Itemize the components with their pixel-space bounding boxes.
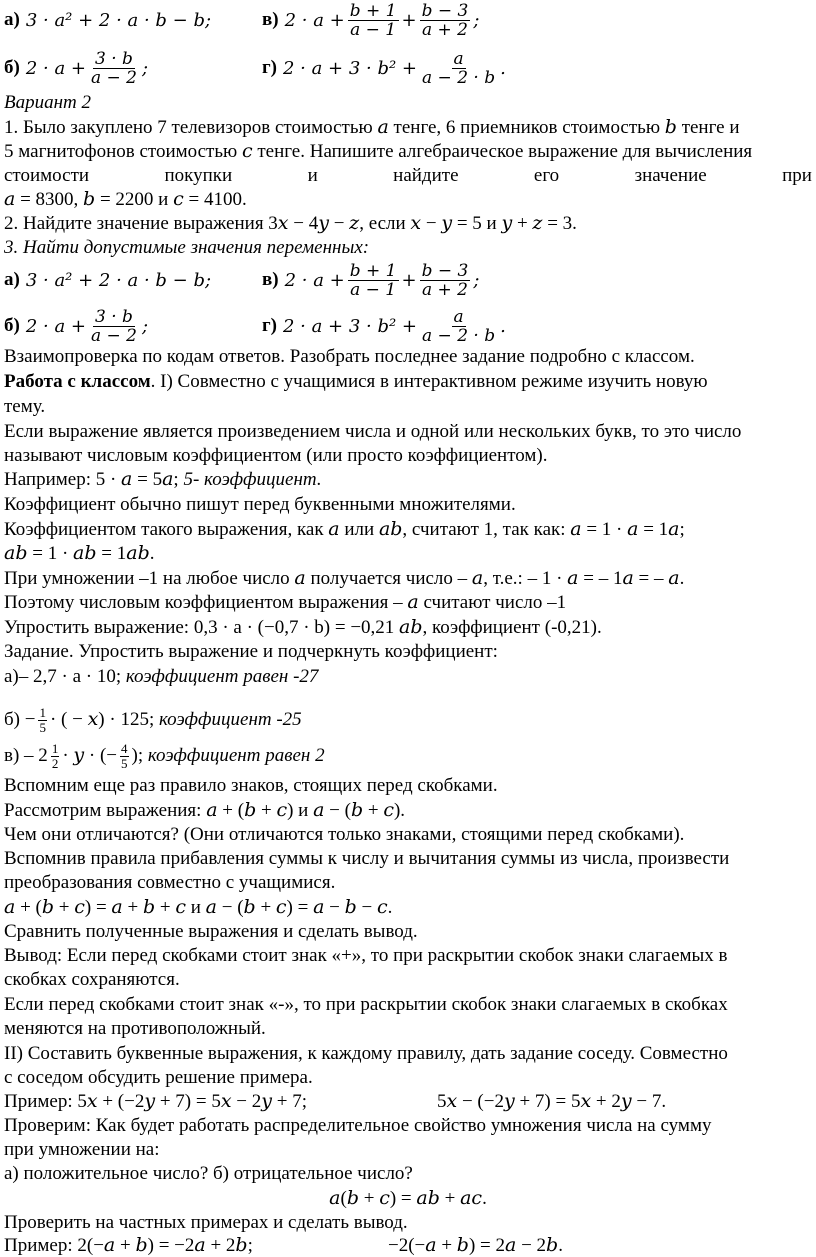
recall2-line1: Вспомнив правила прибавления суммы к числу и вычитания суммы из числа, произвести xyxy=(4,848,730,869)
coef-one-line1: Коэффициентом такого выражения, как 𝑎 или 𝑎𝑏, считают 1, так как: 𝑎 = 1 · 𝑎 = 1𝑎; xyxy=(4,519,685,540)
minus-line2: меняются на противоположный. xyxy=(4,1018,266,1039)
fraction: $\frac{b + 1}{a - 1}$ xyxy=(349,260,397,300)
task3: 3. Найти допустимые значения переменных: xyxy=(4,237,370,258)
exercise-a-2: а) 3 · a² + 2 · a · b − b; xyxy=(4,269,212,291)
work-line2: тему. xyxy=(4,396,46,417)
exercise-block-second xyxy=(4,260,816,348)
fraction: $\frac{a}{a - 2 \cdot b}$ xyxy=(422,48,496,88)
task1-line2: 5 магнитофонов стоимостью 𝑐 тенге. Напишите алгебраическое выражение для вычисления xyxy=(4,141,753,162)
fraction: $\frac{b - 3}{a + 2}$ xyxy=(421,260,469,300)
exercise-v-2: в) 2 · a + $\frac{b + 1}{a - 1}$ + $\frac{b - 3}{a + 2}$ ; xyxy=(262,260,480,300)
task-a: а)– 2,7 · a · 10; коэффициент равен -27 xyxy=(4,666,319,687)
task1-line1: 1. Было закуплено 7 телевизоров стоимостью 𝑎 тенге, 6 приемников стоимостью 𝑏 тенге и xyxy=(4,117,740,138)
differ-line: Чем они отличаются? (Они отличаются только знаками, стоящими перед скобками). xyxy=(4,824,685,845)
exercise-v: в) 2 · a + $\frac{b + 1}{a - 1}$ + $\frac{b - 3}{a + 2}$ ; xyxy=(262,0,480,40)
coef-one-line2: 𝑎𝑏 = 1 · 𝑎𝑏 = 1𝑎𝑏. xyxy=(4,543,155,564)
fraction: $\frac{1}{5}$ xyxy=(39,704,46,735)
example2-line: Пример: 2(−𝑎 + 𝑏) = −2𝑎 + 2𝑏; −2(−𝑎 + 𝑏) = 2𝑎 − 2𝑏. xyxy=(4,1235,563,1256)
definition-line1: Если выражение является произведением числа и одной или нескольких букв, то это число xyxy=(4,421,742,442)
example1-line: Пример: 5𝑥 + (−2𝑦 + 7) = 5𝑥 − 2𝑦 + 7; 5𝑥 − (−2𝑦 + 7) = 5𝑥 + 2𝑦 − 7. xyxy=(4,1091,667,1112)
peer-check: Взаимопроверка по кодам ответов. Разобрать последнее задание подробно с классом. xyxy=(4,346,695,367)
variant-title: Вариант 2 xyxy=(4,92,92,113)
fraction: $\frac{a}{a - 2 \cdot b}$ xyxy=(422,306,496,346)
consider-line: Рассмотрим выражения: 𝑎 + (𝑏 + 𝑐) и 𝑎 − (𝑏 + 𝑐). xyxy=(4,800,406,821)
check2-line1: Проверим: Как будет работать распределительное свойство умножения числа на сумму xyxy=(4,1115,712,1136)
exercise-b-2: б) 2 · a + $\frac{3 \cdot b}{a - 2}$ ; xyxy=(4,306,149,346)
task-line: Задание. Упростить выражение и подчеркнуть коэффициент: xyxy=(4,641,498,662)
fraction: $\frac{4}{5}$ xyxy=(121,740,128,771)
recall-line: Вспомним еще раз правило знаков, стоящих перед скобками. xyxy=(4,775,498,796)
coef-usual: Коэффициент обычно пишут перед буквенными множителями. xyxy=(4,494,516,515)
simplify-line: Упростить выражение: 0,3 · a · (−0,7 · b) = −0,21 𝑎𝑏, коэффициент (-0,21). xyxy=(4,617,602,638)
fraction: $\frac{b - 3}{a + 2}$ xyxy=(421,0,469,40)
compare-line: Сравнить полученные выражения и сделать вывод. xyxy=(4,921,418,942)
task-b: б) − $\frac{1}{5}$ · ( − 𝑥) · 125; коэффициент -25 xyxy=(4,704,302,735)
definition-line2: называют числовым коэффициентом (или просто коэффициентом). xyxy=(4,445,548,466)
task1-line3: стоимости покупки и найдите его значение при xyxy=(4,165,812,186)
ii-line1: II) Составить буквенные выражения, к каждому правилу, дать задание соседу. Совместно xyxy=(4,1043,728,1064)
task2: 2. Найдите значение выражения 3𝑥 − 4𝑦 − 𝑧, если 𝑥 − 𝑦 = 5 и 𝑦 + 𝑧 = 3. xyxy=(4,213,577,234)
conclusion-line1: Вывод: Если перед скобками стоит знак «+», то при раскрытии скобок знаки слагаемых в xyxy=(4,945,728,966)
task1-line4: 𝑎 = 8300, 𝑏 = 2200 и 𝑐 = 4100. xyxy=(4,189,247,210)
verify-line: Проверить на частных примерах и сделать вывод. xyxy=(4,1212,408,1233)
fraction: $\frac{1}{2}$ xyxy=(51,740,59,771)
exercise-b: б) 2 · a + $\frac{3 \cdot b}{a - 2}$ ; xyxy=(4,48,149,88)
recall2-line2: преобразования совместно с учащимися. xyxy=(4,872,336,893)
check2-line2: при умножении на: xyxy=(4,1139,160,1160)
so-neg-line: Поэтому числовым коэффициентом выражения – 𝑎 считают число –1 xyxy=(4,592,567,613)
exercise-g-2: г) 2 · a + 3 · b² + $\frac{a}{a - 2 \cdot b}$ . xyxy=(262,306,506,346)
example-line: Например: 5 · 𝑎 = 5𝑎; 5- коэффициент. xyxy=(4,469,322,490)
exercise-g: г) 2 · a + 3 · b² + $\frac{a}{a - 2 \cdot b}$ . xyxy=(262,48,506,88)
minus-line1: Если перед скобками стоит знак «-», то при раскрытии скобок знаки слагаемых в скобках xyxy=(4,994,728,1015)
conclusion-line2: скобках сохраняются. xyxy=(4,969,180,990)
fraction: $\frac{b + 1}{a - 1}$ xyxy=(349,0,397,40)
work-line1: Работа с классом. I) Совместно с учащимися в интерактивном режиме изучить новую xyxy=(4,371,708,392)
fraction: $\frac{3 \cdot b}{a - 2}$ xyxy=(90,48,137,88)
mult-neg-line: При умножении –1 на любое число 𝑎 получается число – 𝑎, т.е.: – 1 · 𝑎 = – 1𝑎 = – 𝑎. xyxy=(4,568,685,589)
exercise-block-top xyxy=(4,0,816,92)
task-v: в) – 2 $\frac{1}{2}$ · 𝑦 · (− $\frac{4}{5}$ ); коэффициент равен 2 xyxy=(4,740,325,771)
exercise-a: а) 3 · a² + 2 · a · b − b; xyxy=(4,9,212,31)
pos-neg-line: а) положительное число? б) отрицательное число? xyxy=(4,1163,413,1184)
expand-line: 𝑎 + (𝑏 + 𝑐) = 𝑎 + 𝑏 + 𝑐 и 𝑎 − (𝑏 + 𝑐) = 𝑎 − 𝑏 − 𝑐. xyxy=(4,897,393,918)
fraction: $\frac{3 \cdot b}{a - 2}$ xyxy=(90,306,137,346)
distributive-formula: 𝑎(𝑏 + 𝑐) = 𝑎𝑏 + 𝑎𝑐. xyxy=(329,1188,487,1209)
ii-line2: с соседом обсудить решение примера. xyxy=(4,1067,313,1088)
